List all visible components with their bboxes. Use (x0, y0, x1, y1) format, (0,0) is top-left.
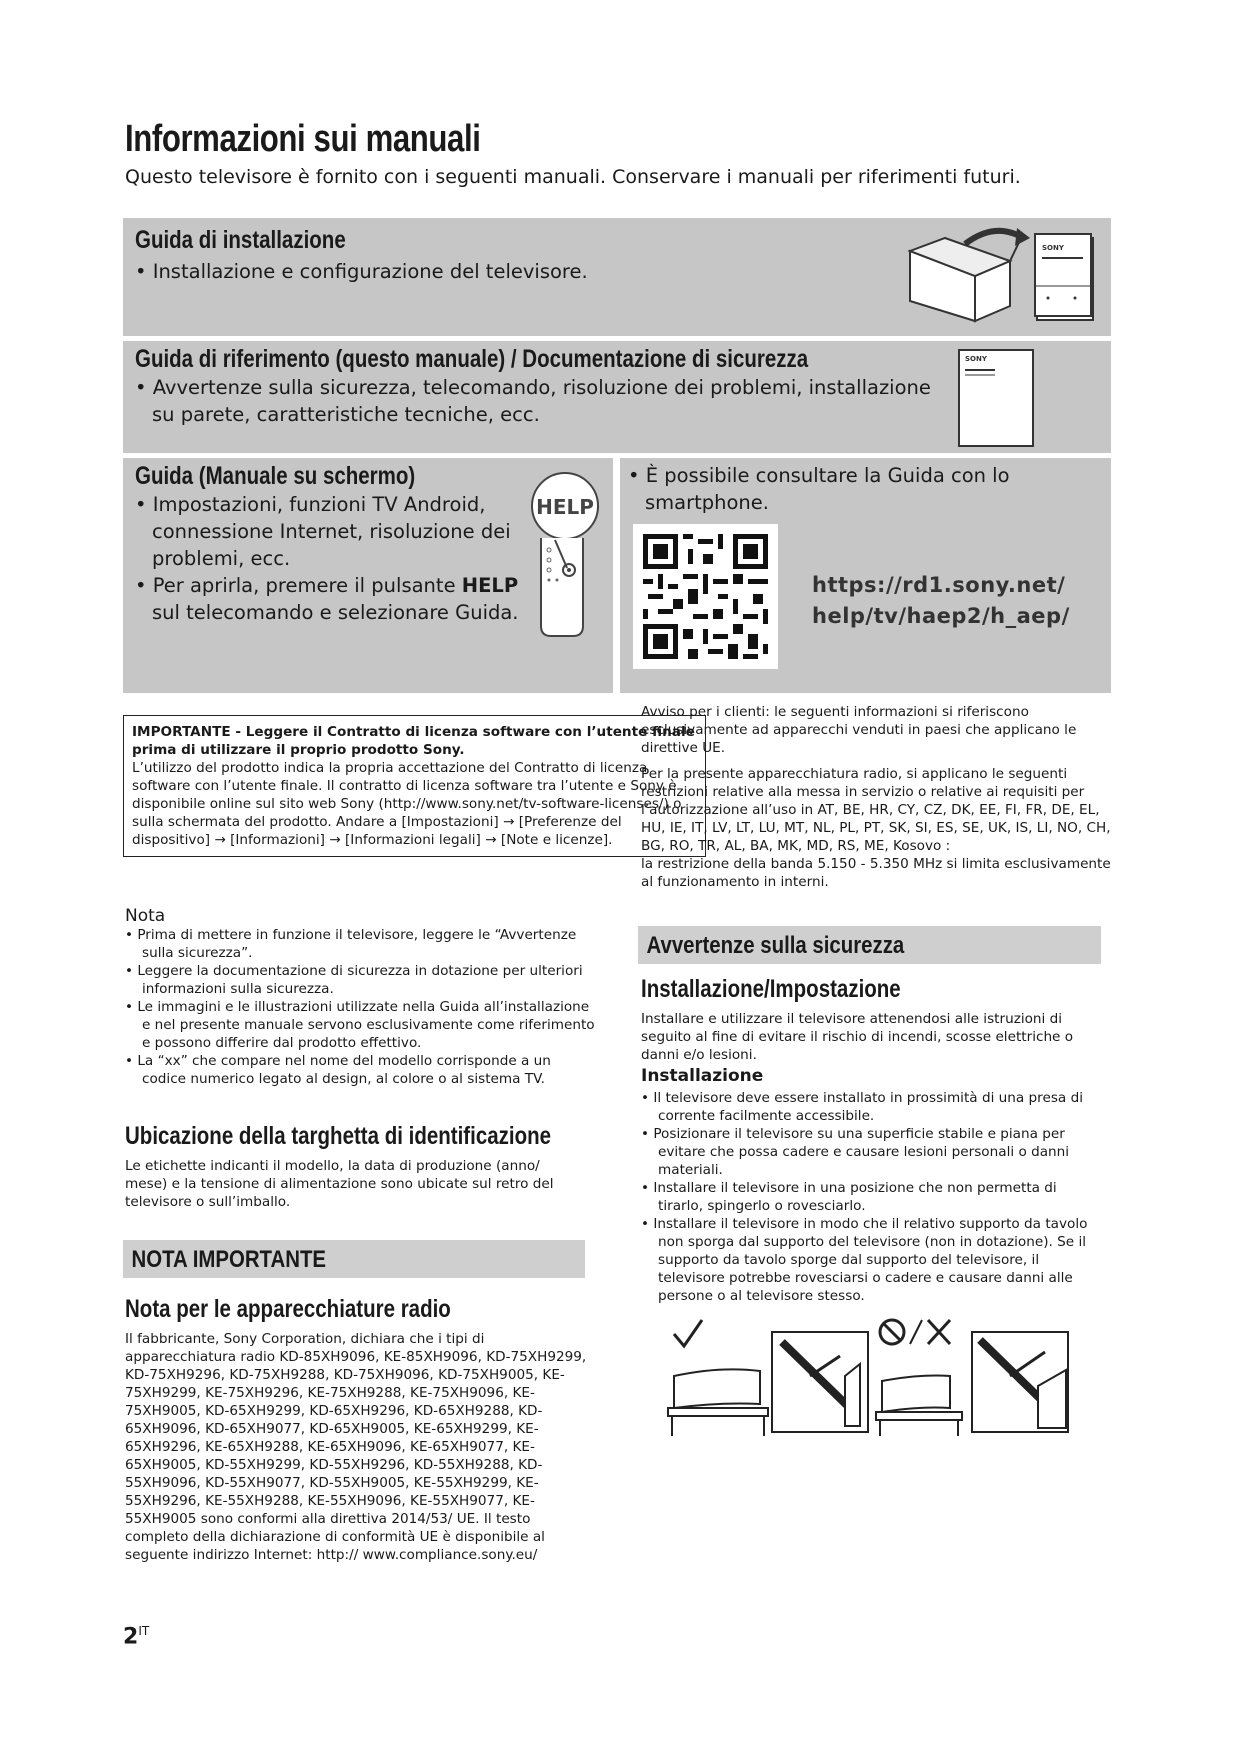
stand-placement-illustration (660, 1316, 1090, 1441)
eu-notice-p2: Per la presente apparecchiatura radio, si applicano le seguenti restrizioni relative alla messa in servizio o relative ai requisiti per l’autorizzazione all’uso in AT, BE, HR, CY, CZ, DK, EE, FI, FR, DE, EL, HU, IE, IT, LV, LT, LU, MT, NL, PL, PT, SK, SI, ES, SE, UK, IS, LI, NO, CH, BG, RO, TR, AL, BA, MK, MD, RS, ME, Kosovo : (641, 766, 1111, 854)
magnified-wrong (972, 1332, 1068, 1432)
guide-url[interactable] (812, 570, 1070, 632)
cross-icon (928, 1320, 950, 1344)
radio-note-title: Nota per le apparecchiature radio (125, 1295, 451, 1323)
sony-logo-small: SONY (1042, 244, 1064, 252)
guide-url-line-2[interactable]: help/tv/haep2/h_aep/ (812, 604, 1070, 628)
safety-item: • Posizionare il televisore su una superficie stabile e piana per evitare che possa cadere e causare lesioni personali o danni materiali. (641, 1126, 1070, 1178)
license-heading: IMPORTANTE - Leggere il Contratto di licenza software con l’utente finale prima di utilizzare il proprio prodotto Sony. (132, 724, 695, 758)
nota-item: • Leggere la documentazione di sicurezza in dotazione per ulteriori informazioni sulla sicurezza. (125, 963, 583, 997)
nota-item: • Le immagini e le illustrazioni utilizzate nella Guida all’installazione e nel presente manuale servono esclusivamente come riferimento e possono differire dal prodotto effettivo. (125, 999, 595, 1051)
safety-bar (638, 926, 1101, 964)
intro-text: Questo televisore è fornito con i seguenti manuali. Conservare i manuali per riferimenti futuri. (125, 166, 1021, 188)
page-title: Informazioni sui manuali (125, 118, 481, 160)
smartphone-note: • È possibile consultare la Guida con lo smartphone. (628, 464, 1010, 514)
help-text-bold: HELP (461, 574, 519, 597)
page-language: IT (138, 1624, 150, 1638)
license-body: L’utilizzo del prodotto indica la propria accettazione del Contratto di licenza software con l’utente finale. Il contratto di licenza software tra l’utente e Sony è disponibile online sul sito web Sony (http://www.sony.net/tv-software-licenses/) o sulla schermata del prodotto. Andare a [Impostazioni] → [Preferenze del dispositivo] → [Informazioni] → [Informazioni legali] → [Note e licenze]. (132, 760, 682, 848)
nota-importante-label: NOTA IMPORTANTE (131, 1246, 327, 1273)
eu-notice-p1: Avviso per i clienti: le seguenti informazioni si riferiscono esclusivamente ad apparecchi venduti in paesi che applicano le direttive UE. (641, 704, 1077, 756)
nota-importante-bar (123, 1240, 585, 1278)
remote-help-illustration (525, 468, 607, 638)
reference-guide-bullet: • Avvertenze sulla sicurezza, telecomando, risoluzione dei problemi, installazione su parete, caratteristiche tecniche, ecc. (135, 376, 931, 426)
onscreen-guide-title: Guida (Manuale su schermo) (135, 462, 416, 490)
eu-notice (641, 703, 1111, 891)
nota-heading: Nota (125, 906, 166, 926)
help-text-pre: • Per aprirla, premere il pulsante (135, 574, 462, 597)
reference-guide-title: Guida di riferimento (questo manuale) / Documentazione di sicurezza (135, 345, 809, 373)
magnified-correct (772, 1332, 868, 1432)
tv-on-stand-correct (668, 1369, 768, 1436)
safety-item: • Il televisore deve essere installato in prossimità di una presa di corrente facilmente accessibile. (641, 1090, 1083, 1124)
help-button-label: HELP (536, 495, 594, 519)
installazione-heading: Installazione (641, 1066, 764, 1086)
prohibited-icon (880, 1320, 904, 1344)
safety-list (641, 1089, 1101, 1305)
nota-list (125, 926, 595, 1088)
nota-item: • La “xx” che compare nel nome del modello corrisponde a un codice numerico legato al design, al colore o al sistema TV. (125, 1053, 551, 1087)
ubicazione-title: Ubicazione della targhetta di identificazione (125, 1122, 552, 1150)
radio-note-text: Il fabbricante, Sony Corporation, dichiara che i tipi di apparecchiatura radio KD-85XH9096, KE-85XH9096, KD-75XH9299, KD-75XH9296, KD-75XH9288, KD-75XH9096, KD-75XH9005, KE-75XH9299, KE-75XH9296, KE-75XH9288, KE-75XH9096, KE-75XH9005, KD-65XH9299, KD-65XH9296, KD-65XH9288, KD-65XH9096, KD-65XH9077, KD-65XH9005, KE-65XH9299, KE-65XH9296, KE-65XH9288, KE-65XH9096, KE-65XH9077, KE-65XH9005, KD-55XH9299, KD-55XH9296, KD-55XH9288, KD-55XH9096, KD-55XH9077, KD-55XH9005, KE-55XH9299, KE-55XH9296, KE-55XH9288, KE-55XH9096, KE-55XH9077, KE-55XH9005 sono conformi alla direttiva 2014/53/ UE. Il testo completo della dichiarazione di conformità UE è disponibile al seguente indirizzo Internet: http:// www.compliance.sony.eu/ (125, 1331, 587, 1563)
onscreen-guide-bullet-1: • Impostazioni, funzioni TV Android, connessione Internet, risoluzione dei problemi, ecc. (135, 493, 511, 570)
help-text-post: sul telecomando e selezionare Guida. (152, 601, 519, 624)
safety-item: • Installare il televisore in modo che il relativo supporto da tavolo non sporga dal supporto del televisore (non in dotazione). Se il supporto da tavolo sporge dal supporto del televisore, il televisore potrebbe rovesciarsi o cadere e causare danni alle persone o al televisore stesso. (641, 1216, 1088, 1304)
installation-guide-bullet: • Installazione e configurazione del televisore. (135, 260, 588, 283)
guide-url-line-1[interactable]: https://rd1.sony.net/ (812, 573, 1066, 597)
safety-intro: Installare e utilizzare il televisore attenendosi alle istruzioni di seguito al fine di evitare il rischio di incendi, scosse elettriche o danni e/o lesioni. (641, 1011, 1074, 1063)
safety-item: • Installare il televisore in una posizione che non permetta di tirarlo, spingerlo o rovesciarlo. (641, 1180, 1057, 1214)
sony-logo-booklet: SONY (965, 355, 987, 363)
page-number (123, 1624, 149, 1649)
box-illustration (905, 226, 1105, 326)
eu-notice-p3: la restrizione della banda 5.150 - 5.350 MHz si limita esclusivamente al funzionamento in interni. (641, 856, 1111, 890)
nota-item: • Prima di mettere in funzione il televisore, leggere le “Avvertenze sulla sicurezza”. (125, 927, 577, 961)
license-important-box (123, 715, 706, 857)
onscreen-guide-bullet-2 (135, 572, 542, 626)
page-number-value: 2 (123, 1624, 139, 1650)
tv-on-stand-wrong (876, 1376, 962, 1436)
check-icon (674, 1320, 702, 1346)
safety-subtitle: Installazione/Impostazione (641, 975, 901, 1003)
manual-booklet-illustration (955, 348, 1037, 448)
qr-code[interactable] (633, 524, 778, 669)
safety-bar-label: Avvertenze sulla sicurezza (646, 932, 905, 959)
ubicazione-text: Le etichette indicanti il modello, la data di produzione (anno/ mese) e la tensione di alimentazione sono ubicate sul retro del televisore o sull’imballo. (125, 1158, 554, 1210)
installation-guide-title: Guida di installazione (135, 226, 346, 254)
